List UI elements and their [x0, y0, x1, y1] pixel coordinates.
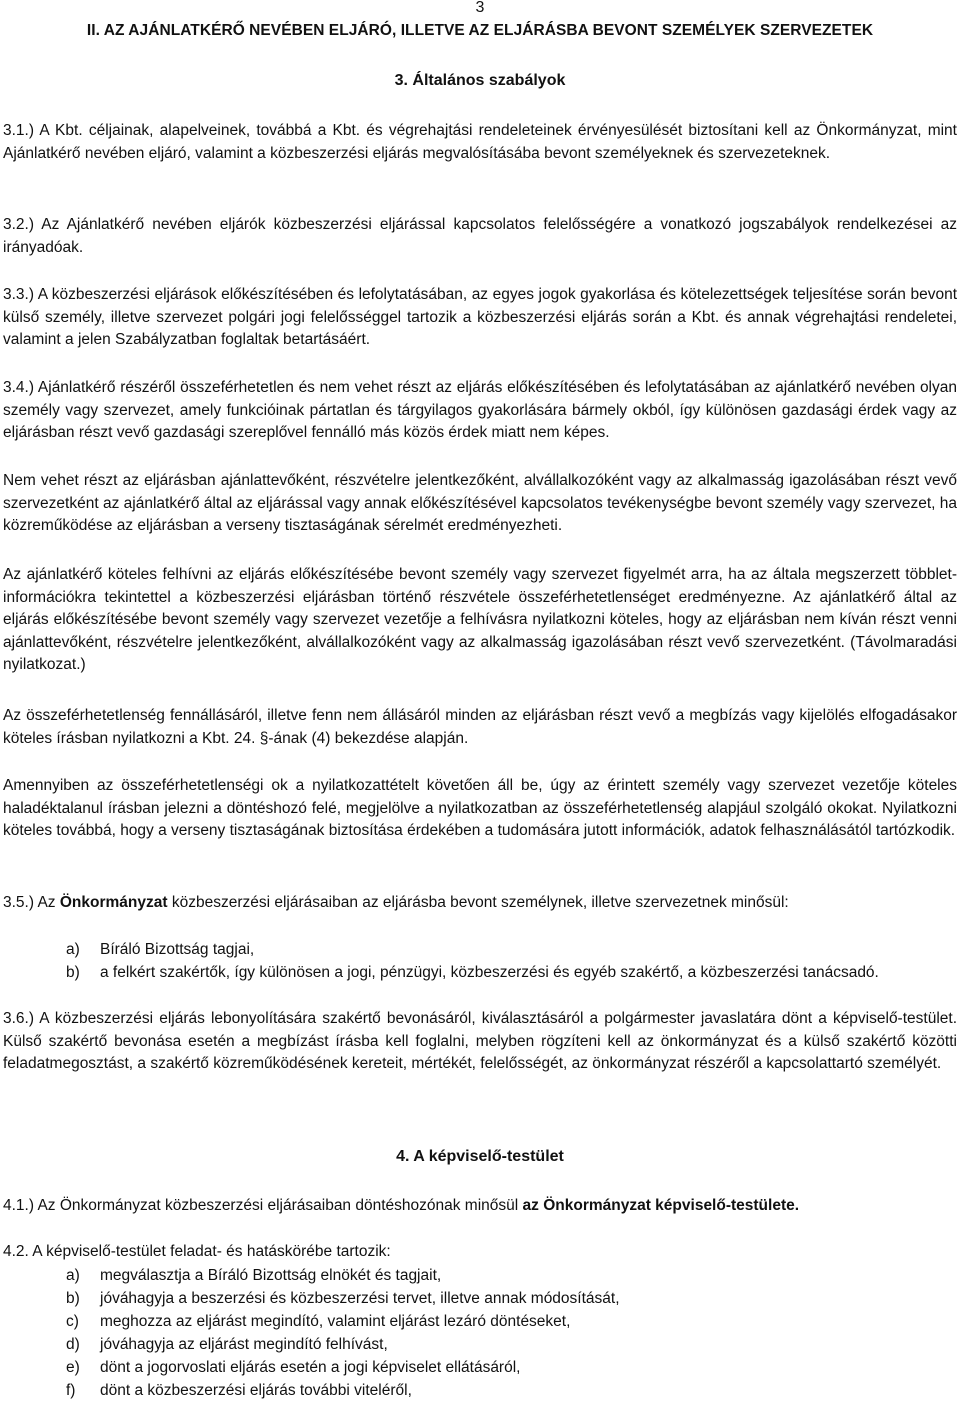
- paragraph-3-4-d: Az összeférhetetlenség fennállásáról, illetve fenn nem állásáról minden az eljárásban részt vevő a megbízás vagy kijelölés elfogadásakor köteles írásban nyilatkozni a Kbt. 24. §-ának (4) bekezdése alapján.: [3, 707, 957, 747]
- section-4-title: 4. A képviselő-testület: [396, 1148, 564, 1165]
- paragraph-3-6: 3.6.) A közbeszerzési eljárás lebonyolítására szakértő bevonásáról, kiválasztásáról a polgármester javaslatára dönt a képviselő-testület. Külső szakértő bevonása esetén a megbízást írásba kell foglalni, melyben rögzíteni kell az önkormányzat és a külső szakértő közötti feladatmegosztást, a szakértő közreműködésének kereteit, mértékét, felelősségét, az önkormányzat részéről a kapcsolattartó személyét.: [3, 1010, 957, 1073]
- list-item-text: jóváhagyja az eljárást megindító felhívást,: [100, 1336, 388, 1353]
- list-item: [66, 1264, 946, 1287]
- list-item-text: dönt a jogorvoslati eljárás esetén a jogi képviselet ellátásáról,: [100, 1359, 521, 1376]
- list-item-text: dönt a közbeszerzési eljárás további viteléről,: [100, 1382, 412, 1399]
- list-item: [66, 938, 946, 961]
- section-3-title: 3. Általános szabályok: [394, 72, 566, 89]
- paragraph-3-1: 3.1.) A Kbt. céljainak, alapelveinek, továbbá a Kbt. és végrehajtási rendeleteinek érvényesülését biztosítani kell az Önkormányzat, mint Ajánlatkérő nevében eljáró, valamint a közbeszerzési eljárás megvalósításába bevont személyeknek és szervezeteknek.: [3, 122, 957, 162]
- paragraph-4-1-bold: az Önkormányzat képviselő-testülete.: [522, 1197, 800, 1214]
- paragraph-3-4: 3.4.) Ajánlatkérő részéről összeférhetetlen és nem vehet részt az eljárás előkészítésében és lefolytatásában az ajánlatkérő nevében olyan személy vagy szervezet, amely funkcióinak pártatlan és tárgyilagos gyakorlására bármely okból, így különösen gazdasági érdek vagy az eljárásban részt vevő gazdasági szereplővel fennálló más közös érdek miatt nem képes.: [3, 379, 957, 442]
- list-item-label: b): [66, 1290, 80, 1307]
- paragraph-3-5: [3, 892, 957, 915]
- list-item-label: a): [66, 1267, 80, 1284]
- page-number: 3: [475, 0, 485, 16]
- paragraph-3-5-prefix: 3.5.) Az: [3, 894, 60, 911]
- list-item-text: megválasztja a Bíráló Bizottság elnökét és tagjait,: [100, 1267, 442, 1284]
- paragraph-4-1: [3, 1195, 957, 1218]
- list-item-label: b): [66, 964, 80, 981]
- chapter-title: II. AZ AJÁNLATKÉRŐ NEVÉBEN ELJÁRÓ, ILLETVE AZ ELJÁRÁSBA BEVONT SZEMÉLYEK SZERVEZETEK: [86, 22, 874, 39]
- paragraph-3-5-suffix: közbeszerzési eljárásaiban az eljárásba bevont személynek, illetve szervezetnek minősül:: [167, 894, 789, 911]
- paragraph-3-2: 3.2.) Az Ajánlatkérő nevében eljárók közbeszerzési eljárással kapcsolatos felelősségére a vonatkozó jogszabályok rendelkezései az irányadóak.: [3, 216, 957, 256]
- paragraph-3-3: 3.3.) A közbeszerzési eljárások előkészítésében és lefolytatásában, az egyes jogok gyakorlása és kötelezettségek teljesítése során bevont külső személy, illetve szervezet polgári jogi felelősséggel tartozik a közbeszerzési eljárás során a Kbt. és annak végrehajtási rendeletei, valamint a jelen Szabályzatban foglaltak betartásáért.: [3, 286, 957, 349]
- list-item-label: f): [66, 1382, 76, 1399]
- paragraph-3-5-bold: Önkormányzat: [59, 894, 168, 911]
- list-item-label: a): [66, 941, 80, 958]
- list-item: [66, 961, 946, 984]
- list-item-text: jóváhagyja a beszerzési és közbeszerzési tervet, illetve annak módosítását,: [100, 1290, 620, 1307]
- list-item-text: a felkért szakértők, így különösen a jogi, pénzügyi, közbeszerzési és egyéb szakértő, a közbeszerzési tanácsadó.: [100, 964, 879, 981]
- list-item-label: d): [66, 1336, 80, 1353]
- list-item-label: e): [66, 1359, 80, 1376]
- paragraph-3-4-b: Nem vehet részt az eljárásban ajánlattevőként, részvételre jelentkezőként, alvállalkozóként vagy az alkalmasság igazolásában részt vevő szervezetként az ajánlatkérő által az eljárással vagy annak előkészítésével kapcsolatos tevékenységbe bevont személy vagy szervezet, ha közreműködése az eljárásban a verseny tisztaságának sérelmét eredményezheti.: [3, 472, 957, 535]
- list-item-label: c): [66, 1313, 79, 1330]
- paragraph-4-1-prefix: 4.1.) Az Önkormányzat közbeszerzési eljárásaiban döntéshozónak minősül: [3, 1197, 523, 1214]
- list-item-text: meghozza az eljárást megindító, valamint eljárást lezáró döntéseket,: [100, 1313, 571, 1330]
- list-item: [66, 1310, 946, 1333]
- list-item-text: Bíráló Bizottság tagjai,: [100, 941, 255, 958]
- list-item: [66, 1287, 946, 1310]
- paragraph-4-2: 4.2. A képviselő-testület feladat- és hatáskörébe tartozik:: [3, 1243, 391, 1260]
- paragraph-3-4-c: Az ajánlatkérő köteles felhívni az eljárás előkészítésébe bevont személy vagy szervezet figyelmét arra, ha az általa megszerzett többlet-információkra tekintettel a közbeszerzési eljárásban történő részvétele összeférhetetlenséget eredményezne. Az ajánlatkérő által az eljárás előkészítésébe bevont személy vagy szervezet vezetője a felhívásra nyilatkozni köteles, hogy az eljárásban nem kíván részt venni ajánlattevőként, részvételre jelentkezőként, alvállalkozóként vagy az alkalmasság igazolásában részt vevő szervezetként. (Távolmaradási nyilatkozat.): [3, 566, 957, 674]
- paragraph-3-4-e: Amennyiben az összeférhetetlenségi ok a nyilatkozattételt követően áll be, úgy az érintett személy vagy szervezet vezetője köteles haladéktalanul írásban jelezni a döntéshozó felé, megjelölve a nyilatkozatban az összeférhetetlenség alapjául szolgáló okokat. Nyilatkozni köteles továbbá, hogy a verseny tisztaságának biztosítása érdekében a tudomására jutott információk, adatok felhasználásától tartózkodik.: [3, 777, 957, 840]
- list-item: [66, 1379, 946, 1402]
- list-item: [66, 1356, 946, 1379]
- list-item: [66, 1333, 946, 1356]
